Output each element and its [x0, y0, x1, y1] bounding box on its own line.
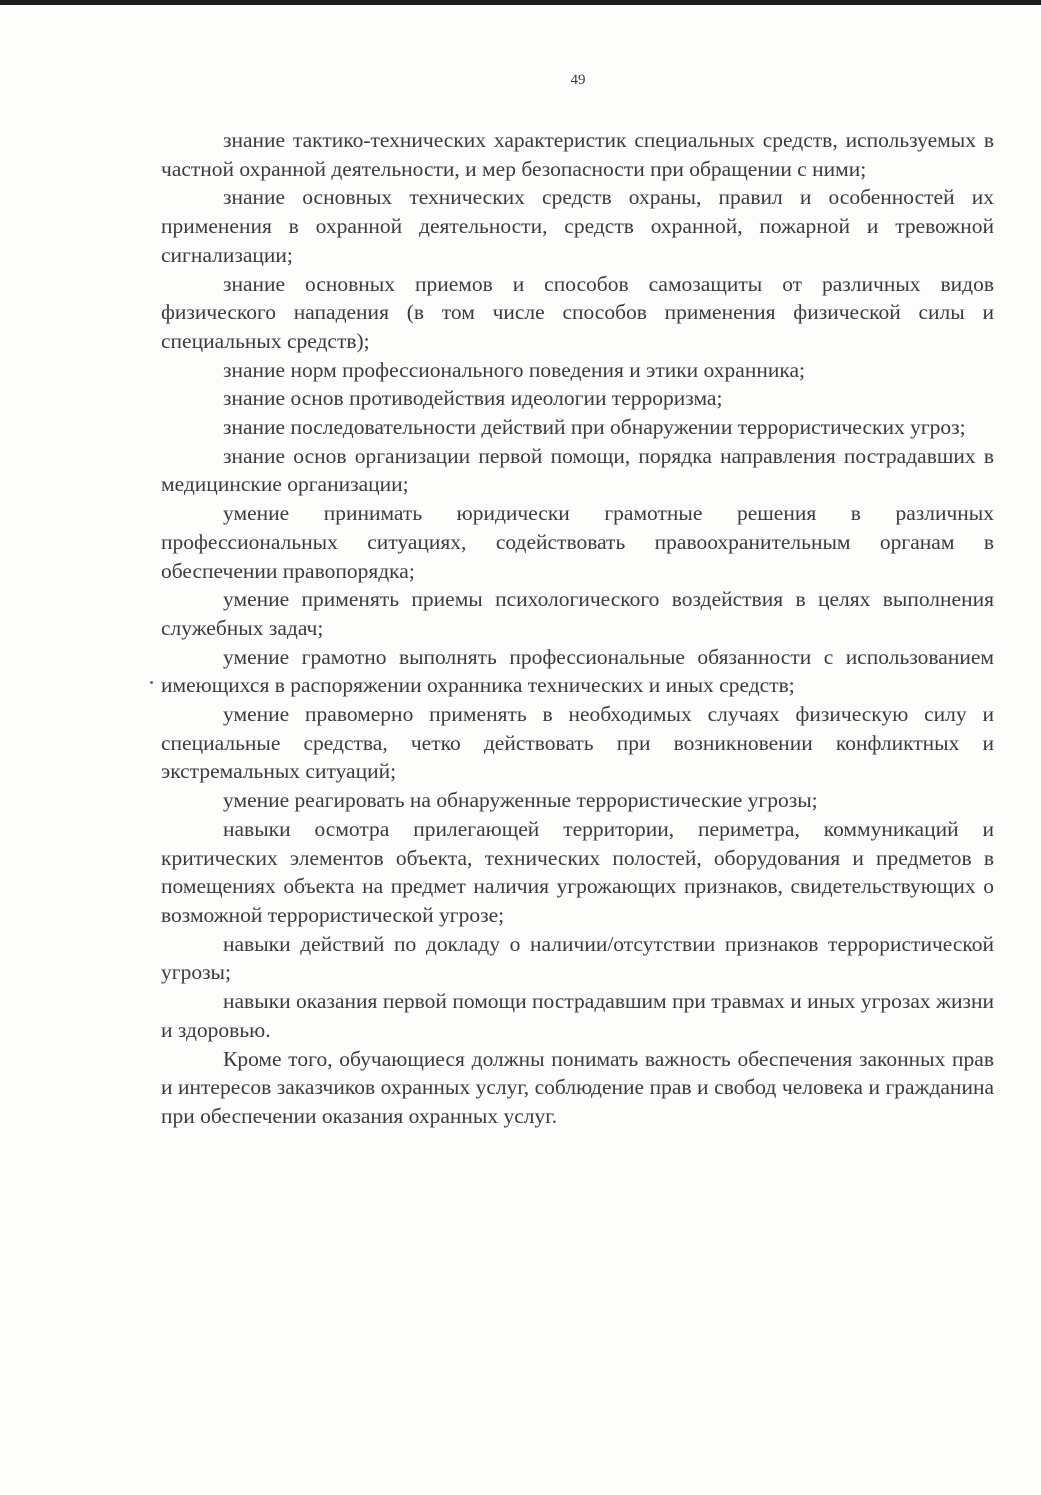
list-item: умение реагировать на обнаруженные террористические угрозы;	[223, 788, 818, 813]
list-item: знание норм профессионального поведения и этики охранника;	[223, 357, 805, 382]
list-item: умение принимать юридически грамотные решения в различных профессиональных ситуациях, содействовать правоохранительным органам в обеспечении правопорядка;	[161, 501, 994, 583]
list-item: умение грамотно выполнять профессиональные обязанности с использованием имеющихся в распоряжении охранника технических и иных средств;	[161, 644, 994, 698]
list-item: умение правомерно применять в необходимых случаях физическую силу и специальные средства, четко действовать при возникновении конфликтных и экстремальных ситуаций;	[161, 702, 994, 784]
list-item: знание основных приемов и способов самозащиты от различных видов физического нападения (в том числе способов применения физической силы и специальных средств);	[161, 271, 994, 353]
list-item: умение применять приемы психологического воздействия в целях выполнения служебных задач;	[161, 587, 994, 640]
list-item: навыки осмотра прилегающей территории, периметра, коммуникаций и критических элементов объекта, технических полостей, оборудования и предметов в помещениях объекта на предмет наличия угрожающих признаков, свидетельствующих о возможной террористической угрозе;	[161, 816, 994, 927]
list-item: навыки оказания первой помощи пострадавшим при травмах и иных угрозах жизни и здоровью.	[161, 989, 994, 1042]
list-item: знание основ противодействия идеологии терроризма;	[223, 386, 723, 411]
scan-top-edge	[0, 0, 1041, 5]
scan-speck	[150, 681, 153, 684]
list-item: знание основ организации первой помощи, порядка направления пострадавших в медицинские организации;	[161, 443, 994, 497]
body-text	[161, 126, 994, 1131]
list-item: знание последовательности действий при обнаружении террористических угроз;	[223, 415, 966, 440]
closing-paragraph: Кроме того, обучающиеся должны понимать важность обеспечения законных прав и интересов заказчиков охранных услуг, соблюдение прав и свобод человека и гражданина при обеспечении оказания охранных услуг.	[161, 1046, 994, 1128]
list-item: навыки действий по докладу о наличии/отсутствии признаков террористической угрозы;	[161, 931, 994, 985]
list-item: знание основных технических средств охраны, правил и особенностей их применения в охранной деятельности, средств охранной, пожарной и тревожной сигнализации;	[161, 185, 994, 267]
page-number: 49	[570, 72, 586, 88]
list-item: знание тактико-технических характеристик специальных средств, используемых в частной охранной деятельности, и мер безопасности при обращении с ними;	[161, 128, 994, 181]
